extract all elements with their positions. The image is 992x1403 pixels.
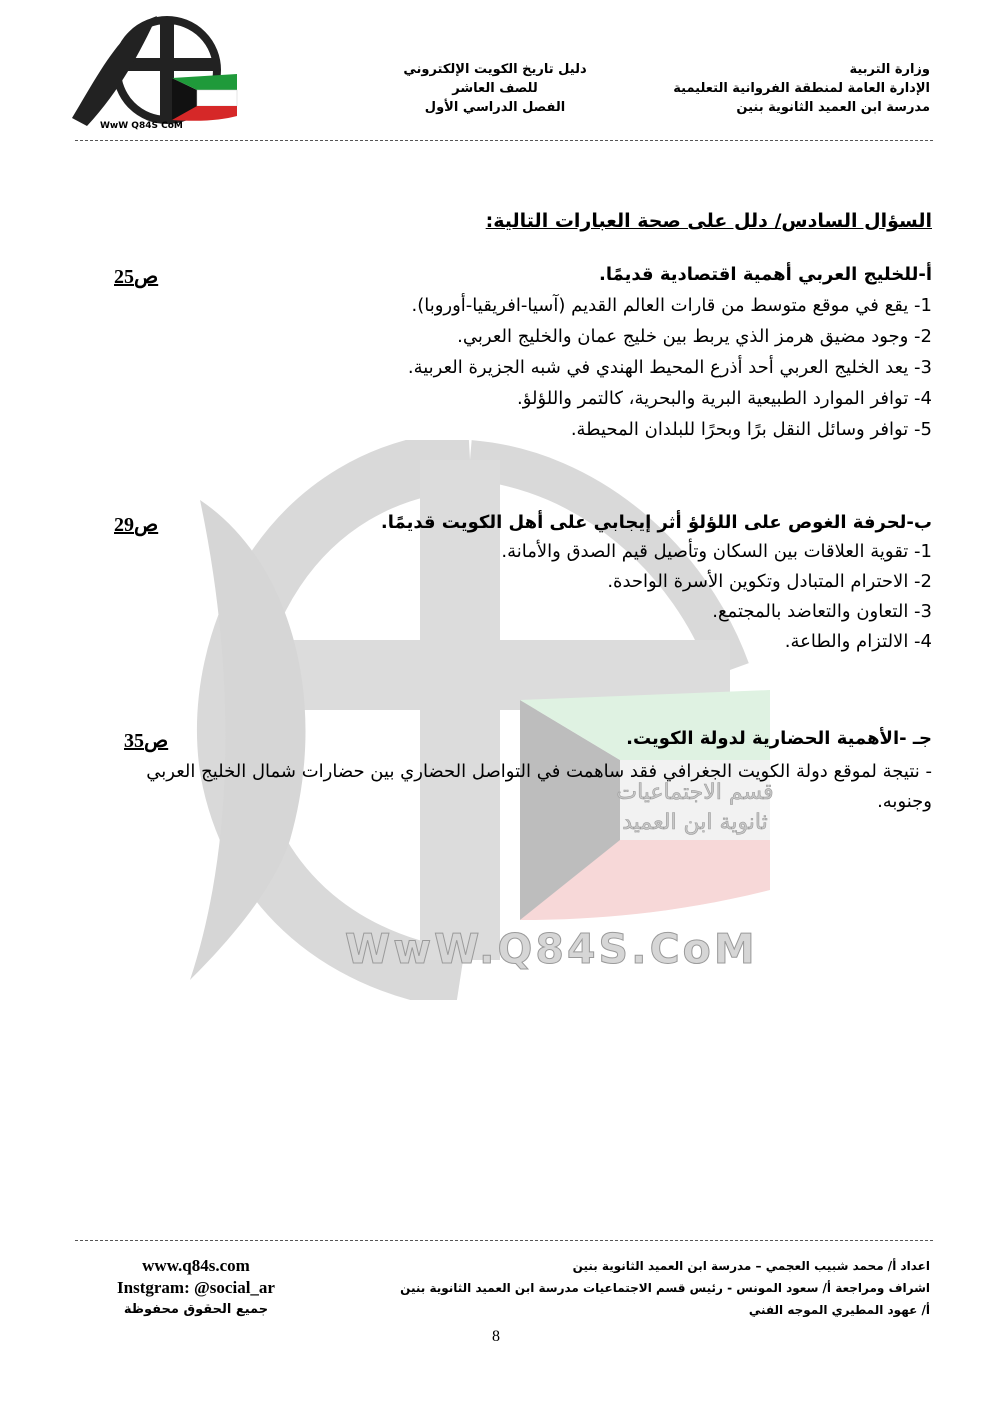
header-guide-block — [360, 60, 630, 117]
section-a-item-3: 3- يعد الخليج العربي أحد أذرع المحيط الهندي في شبه الجزيرة العربية. — [407, 357, 932, 378]
section-a-page-ref: ص25 — [114, 266, 159, 288]
section-a-item-2: 2- وجود مضيق هرمز الذي يربط بين خليج عمان والخليج العربي. — [457, 326, 932, 347]
header-grade: للصف العاشر — [452, 81, 538, 96]
footer-divider — [75, 1240, 933, 1241]
page-number: 8 — [492, 1328, 500, 1345]
footer-credits-block — [330, 1255, 930, 1321]
section-b-item-4: 4- الالتزام والطاعة. — [784, 631, 932, 652]
watermark-dept-line2: ثانوية ابن العميد — [622, 810, 768, 835]
header-divider — [75, 140, 933, 141]
header-ministry: وزارة التربية — [849, 62, 930, 77]
header-ministry-block — [630, 60, 930, 117]
section-a-item-5: 5- توافر وسائل النقل برًا وبحرًا للبلدان المحيطة. — [570, 419, 932, 440]
question-title: السؤال السادس/ دلل على صحة العبارات التالية: — [485, 210, 932, 232]
footer-instagram[interactable]: Instgram: @social_ar — [117, 1278, 275, 1297]
watermark-site: WwW.Q84S.CoM — [345, 925, 758, 973]
section-c-heading: جـ -الأهمية الحضارية لدولة الكويت. — [626, 728, 932, 749]
footer-website[interactable]: www.q84s.com — [142, 1256, 250, 1275]
header-directorate: الإدارة العامة لمنطقة الفروانية التعليمية — [673, 81, 930, 96]
section-b-heading: ب-لحرفة الغوص على اللؤلؤ أثر إيجابي على أهل الكويت قديمًا. — [380, 512, 932, 533]
footer-prepared-by: اعداد أ/ محمد شبيب العجمي – مدرسة ابن العميد الثانوية بنين — [572, 1259, 930, 1273]
section-a-heading: أ-للخليج العربي أهمية اقتصادية قديمًا. — [598, 264, 932, 285]
section-b-item-3: 3- التعاون والتعاضد بالمجتمع. — [712, 601, 932, 622]
footer-supervisor: أ/ عهود المطيري الموجه الفني — [748, 1303, 930, 1317]
section-c-page-ref: ص35 — [124, 730, 169, 752]
footer-contact-block — [86, 1255, 306, 1321]
section-c-paragraph: - نتيجة لموقع دولة الكويت الجغرافي فقد ساهمت في التواصل الحضاري بين حضارات شمال الخليج العربي وجنوبه. — [146, 761, 932, 812]
section-a-item-4: 4- توافر الموارد الطبيعية البرية والبحرية، كالتمر واللؤلؤ. — [516, 388, 932, 409]
watermark-dept-line1: قسم الاجتماعيات — [616, 780, 774, 805]
section-b-page-ref: ص29 — [114, 514, 159, 536]
footer-supervised-by: اشراف ومراجعة أ/ سعود المونس - رئيس قسم الاجتماعيات مدرسة ابن العميد الثانوية بنين — [400, 1281, 930, 1295]
footer-rights: جميع الحقوق محفوظة — [123, 1302, 269, 1317]
school-logo — [62, 8, 242, 138]
section-b-item-2: 2- الاحترام المتبادل وتكوين الأسرة الواحدة. — [607, 571, 932, 592]
header-school: مدرسة ابن العميد الثانوية بنين — [736, 100, 930, 115]
section-a-item-1: 1- يقع في موقع متوسط من قارات العالم القديم (آسيا-افريقيا-أوروبا). — [411, 295, 932, 316]
section-b-item-1: 1- تقوية العلاقات بين السكان وتأصيل قيم الصدق والأمانة. — [501, 541, 932, 562]
logo-caption: WwW Q84S CoM — [100, 121, 183, 131]
header-term: الفصل الدراسي الأول — [424, 100, 566, 115]
header-guide-title: دليل تاريخ الكويت الإلكتروني — [403, 62, 587, 77]
